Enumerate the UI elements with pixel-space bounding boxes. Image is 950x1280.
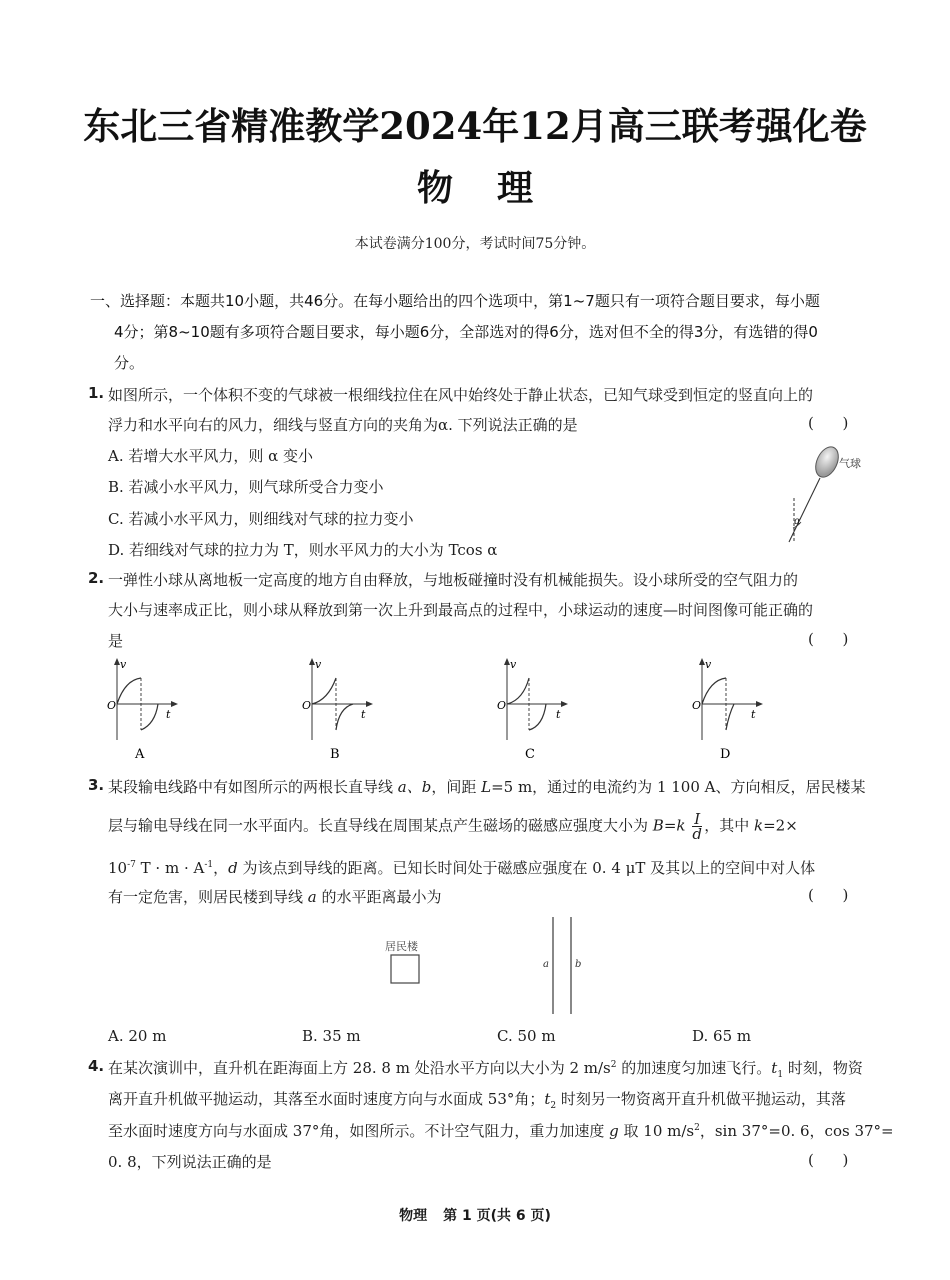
question-2-line-1: 2. 一弹性小球从离地板一定高度的地方自由释放，与地板碰撞时没有机械能损失。设小球所受的空气阻力的 [88,569,799,589]
section-line-3: 分。 [114,354,145,372]
question-4-line-2: 离开直升机做平抛运动，其落至水面时速度方向与水面成 53°角；$t_2$ 时刻另一物资离开直升机做平抛运动，其落 [108,1090,846,1111]
subject-char-1: 物 [416,167,453,209]
question-number: 3. [88,776,105,794]
angle-label: α [794,516,801,527]
footer-page: 第 1 页(共 6 页) [443,1208,551,1224]
page-footer [0,1205,950,1225]
option-1d: D. 若细线对气球的拉力为 T，则水平风力的大小为 Tcos α [108,541,498,559]
svg-text:A: A [135,747,145,762]
option-3b: B. 35 m [302,1027,361,1045]
building-icon [391,955,419,983]
svg-text:t: t [166,708,171,721]
question-number: 2. [88,569,105,587]
section-line-2: 4分；第8~10题有多项符合题目要求，每小题6分，全部选对的得6分，选对但不全的得3分，有选错的得0 [114,323,818,341]
svg-text:v: v [705,658,712,671]
question-1-line-1: 1. 如图所示，一个体积不变的气球被一根细线拉住在风中始终处于静止状态，已知气球受到恒定的竖直向上的 [88,384,814,404]
section-instructions [90,286,865,379]
option-1b: B. 若减小水平风力，则气球所受合力变小 [108,478,384,496]
question-3-line-4: 有一定危害，则居民楼到导线 a 的水平距离最小为 ( ) [108,886,849,906]
question-4-line-1: 4. 在某次演训中，直升机在距海面上方 28. 8 m 处沿水平方向以大小为 2 $m/s^2$ 的加速度匀加速飞行。$t_1$ 时刻，物资 [88,1057,863,1080]
graph-b [295,656,385,766]
option-1a: A. 若增大水平风力，则 α 变小 [108,447,314,465]
balloon-label: 气球 [839,457,861,470]
svg-text:t: t [361,708,366,721]
svg-text:v: v [510,658,517,671]
question-3-line-3: $10^{-7}$ $T \cdot m \cdot A^{-1}$，d 为该点到导线的距离。已知长时间处于磁感应强度在 0. 4 μT 及其以上的空间中对人体 [108,859,816,877]
question-2-line-2: 大小与速率成正比，则小球从释放到第一次上升到最高点的过程中，小球运动的速度—时间图像可能正确的 [108,601,814,619]
option-1c: C. 若减小水平风力，则细线对气球的拉力变小 [108,510,414,528]
answer-blank: ( ) [808,630,849,648]
question-number: 1. [88,384,105,402]
question-2-line-3: 是 ( ) [108,630,849,650]
answer-blank: ( ) [808,886,849,904]
exam-title: 东北三省精准教学2024年12月高三联考强化卷 [83,104,867,148]
balloon-figure [775,440,870,545]
svg-text:t: t [556,708,561,721]
svg-text:b: b [575,959,582,970]
question-3-line-2: 层与输电导线在同一水平面内。长直导线在周围某点产生磁场的磁感应强度大小为 B=k $\frac{I}{d}$ ，其中 k=2× [108,810,798,843]
question-3-line-1: 3. 某段输电线路中有如图所示的两根长直导线 a、b，间距 L=5 m，通过的电流约为 1 100 A、方向相反，居民楼某 [88,776,866,796]
svg-text:O: O [692,699,702,712]
graph-a [100,656,190,766]
svg-text:O: O [107,699,117,712]
svg-text:C: C [525,747,535,762]
option-3c: C. 50 m [497,1027,556,1045]
svg-text:v: v [315,658,322,671]
exam-note: 本试卷满分100分，考试时间75分钟。 [354,236,596,252]
svg-text:t: t [751,708,756,721]
building-label: 居民楼 [385,940,418,953]
option-3d: D. 65 m [692,1027,752,1045]
fraction-i-over-d: $\frac{I}{d}$ [692,810,703,843]
option-3a: A. 20 m [108,1027,167,1045]
question-1-line-2: 浮力和水平向右的风力，细线与竖直方向的夹角为α. 下列说法正确的是 ( ) [108,414,849,434]
graph-d [685,656,775,766]
svg-text:O: O [302,699,312,712]
graph-c [490,656,580,766]
svg-text:D: D [720,747,731,762]
question-number: 4. [88,1057,105,1075]
answer-blank: ( ) [808,414,849,432]
svg-text:O: O [497,699,507,712]
section-line-1: 一、选择题：本题共10小题，共46分。在每小题给出的四个选项中，第1~7题只有一项符合题目要求，每小题 [90,292,820,310]
wires-figure [370,912,600,1018]
svg-text:v: v [120,658,127,671]
svg-text:B: B [330,747,340,762]
footer-subject: 物理 [399,1208,428,1224]
question-4-line-3: 至水面时速度方向与水面成 37°角，如图所示。不计空气阻力，重力加速度 g 取 10 $m/s^2$，sin 37°=0. 6，cos 37°= [108,1122,894,1140]
question-4-line-4: 0. 8，下列说法正确的是 ( ) [108,1151,849,1171]
subject-title [0,160,950,211]
svg-text:a: a [543,959,549,970]
answer-blank: ( ) [808,1151,849,1169]
subject-char-2: 理 [497,167,534,209]
